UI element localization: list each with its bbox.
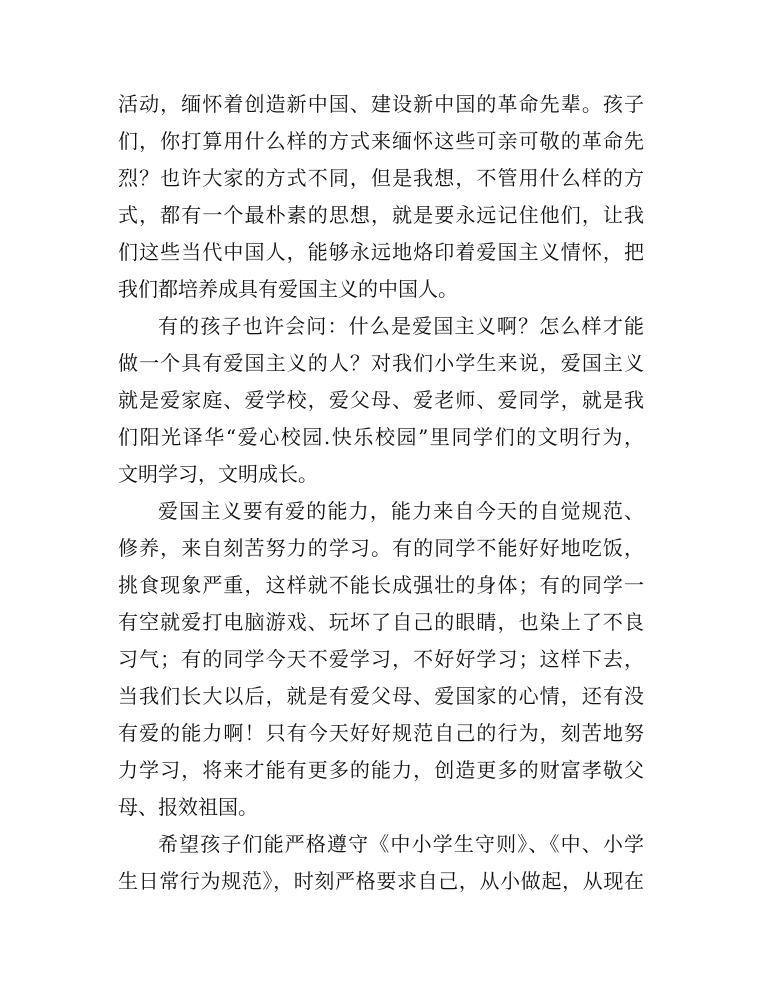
text-line: 母、报效祖国。 <box>118 795 258 819</box>
text-line: 文明学习，文明成长。 <box>118 462 318 486</box>
text-line: 生日常行为规范》，时刻严格要求自己，从小做起，从现在 <box>118 869 644 893</box>
text-line: 烈？也许大家的方式不同，但是我想，不管用什么样的方 <box>118 166 644 190</box>
paragraph-1 <box>118 86 644 308</box>
paragraph-3 <box>118 493 644 826</box>
text-line: 有空就爱打电脑游戏、玩坏了自己的眼睛，也染上了不良 <box>118 610 644 634</box>
text-line: 有爱的能力啊！只有今天好好规范自己的行为，刻苦地努 <box>118 721 644 745</box>
body-text <box>118 86 644 900</box>
text-line: 做一个具有爱国主义的人？对我们小学生来说，爱国主义 <box>118 351 644 375</box>
text-line: 希望孩子们能严格遵守《中小学生守则》、《中、小学 <box>158 832 644 856</box>
text-line: 习气；有的同学今天不爱学习，不好好学习；这样下去， <box>118 647 644 671</box>
text-line: 们，你打算用什么样的方式来缅怀这些可亲可敬的革命先 <box>118 129 644 153</box>
text-line: 修养，来自刻苦努力的学习。有的同学不能好好地吃饭， <box>118 536 644 560</box>
paragraph-4 <box>118 826 644 900</box>
text-line: 式，都有一个最朴素的思想，就是要永远记住他们，让我 <box>118 203 644 227</box>
text-line: 力学习，将来才能有更多的能力，创造更多的财富孝敬父 <box>118 758 644 782</box>
text-line: 爱国主义要有爱的能力，能力来自今天的自觉规范、 <box>158 499 644 523</box>
text-line: 有的孩子也许会问：什么是爱国主义啊？怎么样才能 <box>158 314 644 338</box>
paragraph-2 <box>118 308 644 493</box>
text-line: 们阳光译华“爱心校园.快乐校园”里同学们的文明行为， <box>118 425 644 449</box>
text-line: 当我们长大以后，就是有爱父母、爱国家的心情，还有没 <box>118 684 644 708</box>
text-line: 活动，缅怀着创造新中国、建设新中国的革命先辈。孩子 <box>118 92 644 116</box>
text-line: 我们都培养成具有爱国主义的中国人。 <box>118 277 458 301</box>
text-line: 们这些当代中国人，能够永远地烙印着爱国主义情怀，把 <box>118 240 644 264</box>
text-line: 就是爱家庭、爱学校，爱父母、爱老师、爱同学，就是我 <box>118 388 644 412</box>
text-line: 挑食现象严重，这样就不能长成强壮的身体；有的同学一 <box>118 573 644 597</box>
